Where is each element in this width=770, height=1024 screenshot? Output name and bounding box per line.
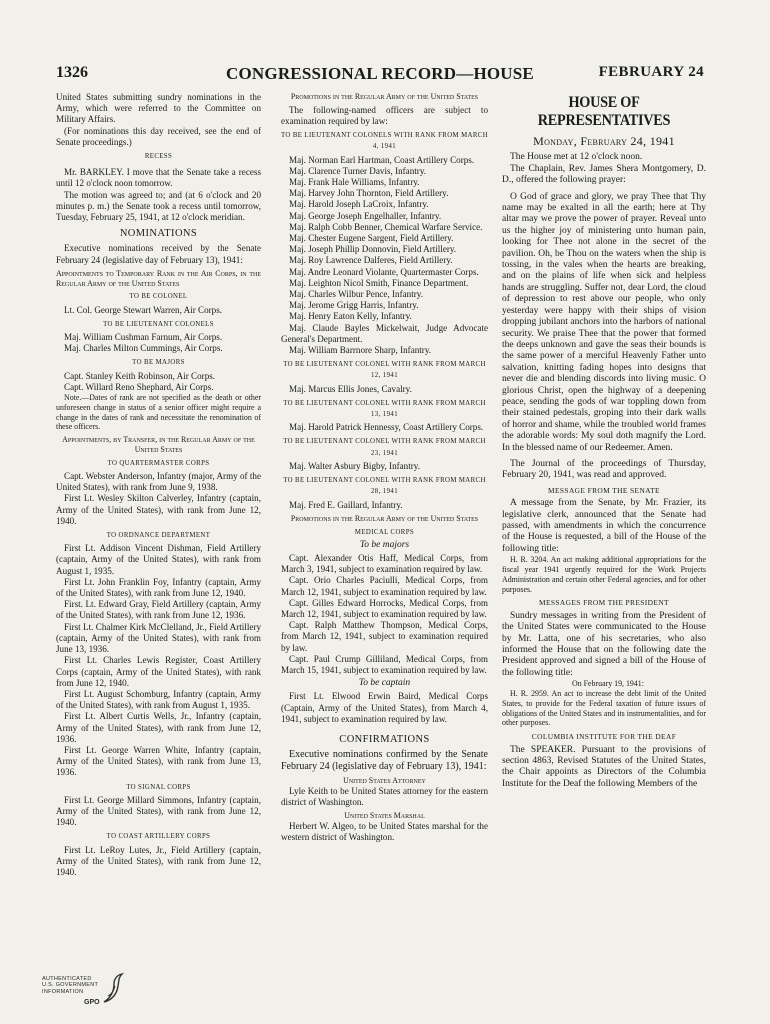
rank-heading: To be captain [358,678,411,689]
nominee: Capt. Paul Crump Gilliland, Medical Corps, from March 15, 1941, subject to examination required by law. [281,653,488,675]
nominee: First Lt. George Millard Simmons, Infantry (captain, Army of the United States), with rank from June 12, 1940. [56,794,261,828]
nominee: Maj. Walter Asbury Bigby, Infantry. [289,460,421,471]
house-title: HOUSE OF REPRESENTATIVES [537,94,671,129]
nominee: First Lt. LeRoy Lutes, Jr., Field Artillery (captain, Army of the United States), with rank from June 12, 1940. [56,844,261,877]
bill: H. R. 3204. An act making additional appropriations for the fiscal year 1941 urgently required for the Work Projects Administration and certain other Federal agencies, and for other purposes. [502,555,706,594]
logo-text: AUTHENTICATED U.S. GOVERNMENT INFORMATION [42,976,99,995]
paragraph: United States submitting sundry nominations in the Army, which were referred to the Committee on Military Affairs. [56,92,261,125]
section-heading-president-messages: MESSAGES FROM THE PRESIDENT [539,598,669,608]
nominee: First Lt. August Schomburg, Infantry (captain, Army of the United States), with rank from August 1, 1935. [56,688,261,711]
nominee: Maj. Harvey John Thornton, Field Artillery. [289,188,449,199]
eagle-icon [100,972,124,1006]
nominee: Capt. Ralph Matthew Thompson, Medical Corps, from March 12, 1941, subject to examination required by law. [281,620,488,653]
paragraph: The motion was agreed to; and (at 6 o'clock and 20 minutes p. m.) the Senate took a recess until tomorrow, Tuesday, February 25, 1941, at 12 o'clock meridian. [56,189,261,223]
nominee: Maj. Ralph Cobb Benner, Chemical Warfare Service. [289,221,483,232]
nominee: Maj. Jerome Grigg Harris, Infantry. [289,300,419,311]
note: Note.—Dates of rank are not specified as the death or other unforeseen change in status of a senior officer might require a change in the dates of rank and necessitate the renomination of these officers. [56,393,261,432]
nominee: Maj. Henry Eaton Kelly, Infantry. [289,311,412,322]
nominee: Maj. George Joseph Engelhaller, Infantry. [289,210,442,221]
nominee: Maj. William Cushman Farnum, Air Corps. [64,332,223,343]
page-title: CONGRESSIONAL RECORD—HOUSE [226,64,534,83]
corps-heading: TO COAST ARTILLERY CORPS [106,833,211,841]
paragraph: The SPEAKER. Pursuant to the provisions of section 4863, Revised Statutes of the United States, the Chair appoints as Directors of the Columbia Institute for the Deaf the following Members of the [502,744,706,789]
nominee: Maj. Roy Lawrence Dalferes, Field Artillery. [289,255,453,266]
corps-heading: MEDICAL CORPS [354,528,415,536]
nominee: First Lt. Chalmer Kirk McClelland, Jr., Field Artillery (captain, Army of the United States), with rank from June 13, 1936. [56,621,261,655]
subheading: Appointments to Temporary Rank in the Air Corps, in the Regular Army of the United States [56,268,261,288]
nominee: First Lt. George Warren White, Infantry (captain, Army of the United States), with rank from June 13, 1936. [56,744,261,778]
nominee: First Lt. Wesley Skilton Calverley, Infantry (captain, Army of the United States), with rank from June 12, 1940. [56,493,261,526]
page-date: FEBRUARY 24 [598,64,704,80]
gpo-authentication-logo [42,970,122,1012]
nominee: Maj. Claude Bayles Mickelwait, Judge Advocate General's Department. [281,322,488,344]
nominee: Lt. Col. George Stewart Warren, Air Corps. [64,304,223,315]
rank-heading: TO BE COLONEL [129,293,188,301]
paragraph: The Journal of the proceedings of Thursday, February 20, 1941, was read and approved. [502,458,706,481]
paragraph: Executive nominations received by the Senate February 24 (legislative day of February 13), 1941: [56,243,261,265]
rank-heading: TO BE LIEUTENANT COLONELS [103,320,214,328]
nominee: Maj. Norman Earl Hartman, Coast Artillery Corps. [289,154,475,165]
rank-heading: TO BE LIEUTENANT COLONEL WITH RANK FROM MARCH 13, 1941 [283,399,486,419]
nominee: Maj. Charles Wilbur Pence, Infantry. [289,289,423,300]
nominee: Maj. Chester Eugene Sargent, Field Artillery. [289,233,454,244]
nominee: First Lt. Addison Vincent Dishman, Field Artillery (captain, Army of the United States), with rank from August 1, 1935. [56,543,261,576]
nominee: Herbert W. Algeo, to be United States marshal for the western district of Washington. [281,821,488,843]
nominee: Capt. Willard Reno Shephard, Air Corps. [64,381,214,392]
logo-gpo: GPO [84,999,100,1006]
nominee: Lyle Keith to be United States attorney for the eastern district of Washington. [281,785,488,808]
nominee: Capt. Alexander Otis Haff, Medical Corps, from March 3, 1941, subject to examination required by law. [281,552,488,575]
paragraph: Executive nominations confirmed by the Senate February 24 (legislative day of February 13), 1941: [281,749,488,773]
paragraph: A message from the Senate, by Mr. Frazier, its legislative clerk, announced that the Senate had passed, with amendments in which the concurrence of the House is requested, a bill of the House of the following title: [502,498,706,554]
nominee: Maj. Harold Joseph LaCroix, Infantry. [289,199,429,210]
nominee: Maj. Charles Milton Cummings, Air Corps. [64,343,223,354]
paragraph: The House met at 12 o'clock noon. [510,152,643,163]
paragraph: The following-named officers are subject to examination required by law: [281,104,488,126]
nominee: Maj. Leighton Nicol Smith, Finance Department. [289,277,469,288]
paragraph: Sundry messages in writing from the President of the United States were communicated to the House by Mr. Latta, one of his secretaries, who also informed the House that on the following date the President approved and signed a bill of the House of the following title: [502,610,706,678]
section-heading-recess: RECESS [144,153,173,161]
nominee: First. Lt. Edward Gray, Field Artillery (captain, Army of the United States), with rank from June 12, 1936. [56,599,261,621]
column-senate-continued [56,92,261,878]
paragraph: Mr. BARKLEY. I move that the Senate take a recess until 12 o'clock noon tomorrow. [56,167,261,189]
corps-heading: TO QUARTERMASTER CORPS [107,459,210,467]
nominee: Maj. Fred E. Gaillard, Infantry. [289,499,403,510]
rank-heading: TO BE LIEUTENANT COLONEL WITH RANK FROM MARCH 12, 1941 [283,361,486,380]
page-number: 1326 [56,64,88,81]
prayer: O God of grace and glory, we pray Thee that Thy name may be exalted in all the earth; here at Thy altar may we prove the power of prayer. Reveal unto us the higher joy of ministering unto human pain, looking for Thee not alone in the secret of the pavilion. Oh, be Thou on the waters when the ship is tossing, in the vales when the hearts are breaking, and on the plains of life when sick and helpless hands are struggling. Suffer not, dear Lord, the cloud of depression to rest above our people, who only yesterday were happy with their ships of vision dropping jubilant anchors into the harbors of national security. We praise Thee that the power that formed the deeps unknown and gave the seas their bounds is the same power of a merciful Heavenly Father unto salvation, knitting fading hopes into designs that never die and blending discords into living music. O glorious Christ, open the highway of a deepening peace, sending the gods of war toppling down from their stained pedestals, groping into their dark walls of horror and shame, while the troubled world frames the adorable words: My soul doth magnify the Lord. In the blessed name of our Redeemer. Amen. [502,191,706,453]
corps-heading: TO SIGNAL CORPS [126,783,191,791]
date-line: On February 19, 1941: [572,679,644,689]
nominee: Maj. William Barrnore Sharp, Infantry. [289,345,432,356]
nominee: Capt. Orio Charles Paciulli, Medical Corps, from March 12, 1941, subject to examination required by law. [281,575,488,597]
subheading: Appointments, by Transfer, in the Regular Army of the United States [62,435,255,455]
subheading: United States Marshal [344,811,425,821]
section-heading-nominations: NOMINATIONS [119,228,198,240]
rank-heading: TO BE LIEUTENANT COLONEL WITH RANK FROM MARCH 28, 1941 [283,477,486,496]
rank-heading: To be majors [359,539,410,550]
nominee: Maj. Andre Leonard Violante, Quartermaster Corps. [289,266,479,277]
nominee: First Lt. John Franklin Foy, Infantry (captain, Army of the United States), with rank from June 12, 1940. [56,576,261,599]
rank-heading: TO BE MAJORS [132,359,185,367]
nominee: First Lt. Charles Lewis Register, Coast Artillery Corps (captain, Army of the United States), with rank from June 12, 1940. [56,655,261,688]
bill: H. R. 2959. An act to increase the debt limit of the United States, to provide for the Federal taxation of future issues of obligations of the United States and its instrumentalities, and for other purposes. [502,689,706,728]
column-promotions [281,92,488,844]
rank-heading: TO BE LIEUTENANT COLONELS WITH RANK FROM MARCH 4, 1941 [281,132,489,151]
nominee: Maj. Marcus Ellis Jones, Cavalry. [289,383,412,394]
rank-heading: TO BE LIEUTENANT COLONEL WITH RANK FROM MARCH 23, 1941 [283,438,486,457]
paragraph: (For nominations this day received, see the end of Senate proceedings.) [56,125,261,147]
nominee: Capt. Stanley Keith Robinson, Air Corps. [64,370,216,381]
paragraph: The Chaplain, Rev. James Shera Montgomery, D. D., offered the following prayer: [502,163,706,186]
section-heading-senate-message: MESSAGE FROM THE SENATE [548,485,660,495]
nominee: Maj. Frank Hale Williams, Infantry. [289,177,420,188]
nominee: Maj. Joseph Phillip Donnovin, Field Artillery. [289,244,457,255]
section-heading-confirmations: CONFIRMATIONS [339,733,430,745]
day-line: Monday, February 24, 1941 [533,134,675,148]
subheading: Promotions in the Regular Army of the United States [290,92,479,101]
nominee: Capt. Gilles Edward Horrocks, Medical Corps, from March 12, 1941, subject to examination required by law. [281,597,488,619]
nominee: First Lt. Albert Curtis Wells, Jr., Infantry (captain, Army of the United States), with rank from June 12, 1936. [56,711,261,744]
corps-heading: TO ORDNANCE DEPARTMENT [106,532,211,540]
section-heading-columbia-institute: COLUMBIA INSTITUTE FOR THE DEAF [531,732,677,742]
subheading: Promotions in the Regular Army of the United States [290,513,479,523]
nominee: First Lt. Elwood Erwin Baird, Medical Corps (Captain, Army of the United States), from March 4, 1941, subject to examination required by law. [281,691,488,724]
nominee: Maj. Harold Patrick Hennessy, Coast Artillery Corps. [289,422,484,433]
column-house [502,92,706,790]
subheading: United States Attorney [343,776,426,786]
nominee: Capt. Webster Anderson, Infantry (major, Army of the United States), with rank from June 9, 1938. [56,471,261,493]
page-header [56,64,704,88]
nominee: Maj. Clarence Turner Davis, Infantry. [289,165,427,176]
